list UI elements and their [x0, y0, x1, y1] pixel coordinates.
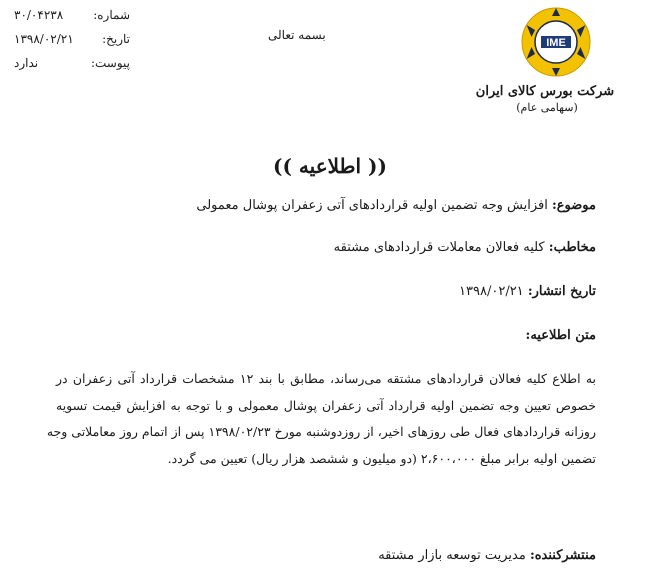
- company-name: شرکت بورس کالای ایران: [475, 84, 615, 99]
- addressee-line: [334, 240, 596, 255]
- body-line: به اطلاع کلیه فعالان قراردادهای مشتقه می‌رساند، مطابق با بند ۱۲ مشخصات قرارداد آتی زعفران در: [56, 371, 597, 386]
- date-label: تاریخ:: [102, 32, 130, 46]
- publish-date-text: ۱۳۹۸/۰۲/۲۱: [459, 284, 524, 299]
- announcement-body: [46, 366, 597, 472]
- subject-label: موضوع:: [552, 198, 596, 213]
- body-line: روزانه قراردادهای فعال طی روزهای اخیر، از روزدوشنبه مورخ ۱۳۹۸/۰۲/۲۳ پس از اتمام روز معاملاتی وجه: [46, 424, 596, 439]
- body-line: خصوص تعیین وجه تضمین اولیه قرارداد آتی زعفران پوشال معمولی و با توجه به افزایش قیمت تسویه: [56, 397, 596, 413]
- number-label: شماره:: [93, 8, 130, 22]
- meta-attachment-row: [10, 56, 130, 80]
- body-line: تضمین اولیه برابر مبلغ ۲،۶۰۰،۰۰۰ (دو میلیون و ششصد هزار ریال) تعیین می گردد.: [167, 450, 596, 466]
- meta-date-row: [10, 32, 130, 56]
- page-title: (( اطلاعیه )): [273, 154, 387, 178]
- subject-text: افزایش وجه تضمین اولیه قراردادهای آتی زعفران پوشال معمولی: [196, 198, 548, 213]
- meta-number-row: [10, 8, 130, 32]
- attachment-value: ندارد: [14, 56, 39, 70]
- body-label-line: [526, 328, 596, 343]
- subject-line: [196, 198, 596, 213]
- ime-logo-icon: [520, 6, 592, 78]
- svg-text:IME: IME: [546, 37, 566, 49]
- basmala: بسمه تعالی: [268, 28, 326, 42]
- addressee-label: مخاطب:: [548, 240, 596, 255]
- company-type: (سهامی عام): [516, 101, 578, 114]
- body-label: متن اطلاعیه:: [525, 328, 596, 343]
- date-value: ۱۳۹۸/۰۲/۲۱: [14, 32, 74, 46]
- attachment-label: پیوست:: [90, 56, 130, 70]
- letter-meta: [10, 8, 130, 80]
- publisher-line: [378, 548, 596, 563]
- publisher-text: مدیریت توسعه بازار مشتقه: [378, 548, 526, 563]
- publish-date-line: [459, 284, 596, 299]
- addressee-text: کلیه فعالان معاملات قراردادهای مشتقه: [333, 240, 545, 255]
- publisher-label: منتشرکننده:: [529, 548, 596, 563]
- publish-date-label: تاریخ انتشار:: [527, 284, 596, 299]
- number-value: ۳۰/۰۴۲۳۸: [14, 8, 64, 22]
